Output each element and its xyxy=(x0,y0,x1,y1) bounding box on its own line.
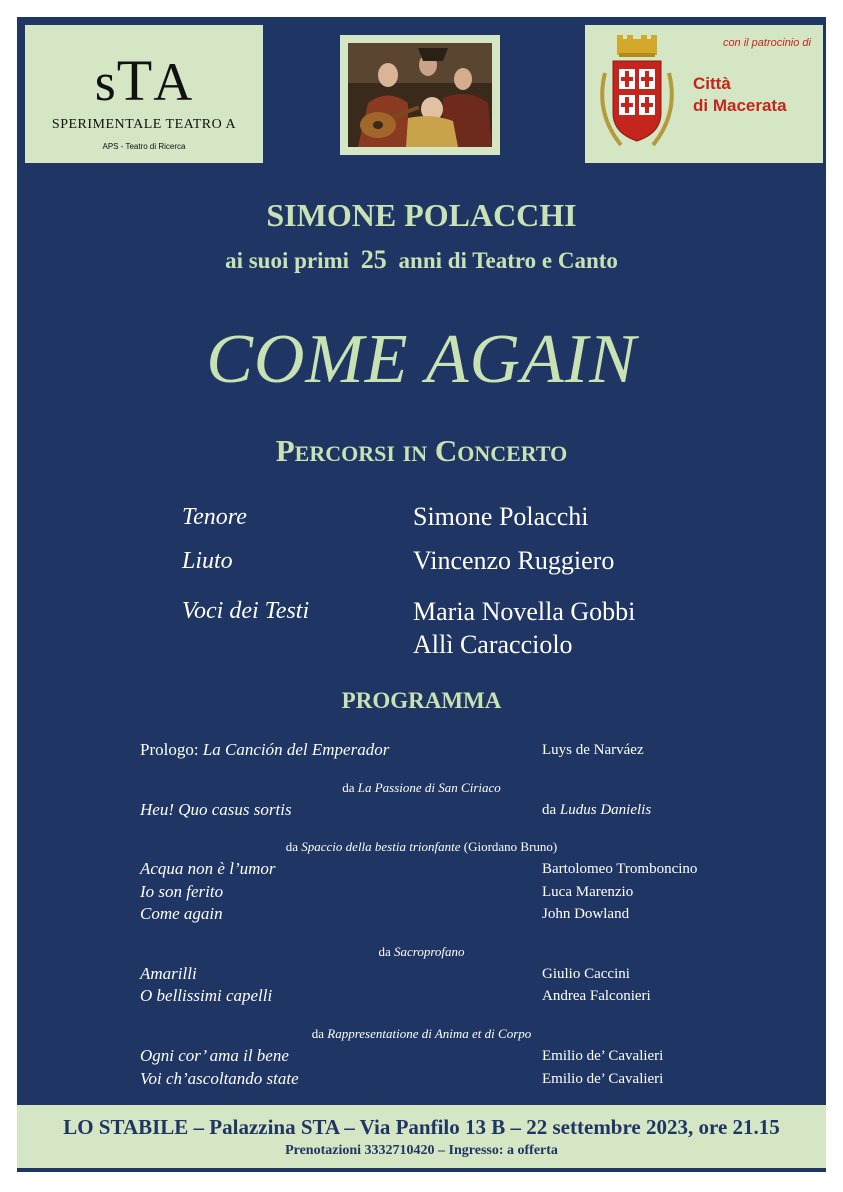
concert-subtitle: Percorsi in Concerto xyxy=(275,433,568,468)
piece-title: Heu! Quo casus sortis xyxy=(140,800,292,819)
program-composer: Luca Marenzio xyxy=(542,884,634,900)
sta-logo-s: s xyxy=(94,52,117,112)
patronage-label: con il patrocinio di xyxy=(722,37,811,49)
program-piece-title xyxy=(140,1069,299,1089)
renaissance-painting-image xyxy=(348,43,492,147)
performer-name: Simone Polacchi xyxy=(413,502,589,531)
sta-subtitle: APS - Teatro di Ricerca xyxy=(102,142,186,151)
role-tenore: Tenore xyxy=(182,504,247,530)
painting-frame xyxy=(340,35,500,155)
program-section-heading xyxy=(17,1026,826,1042)
piece-title: Amarilli xyxy=(140,964,197,983)
patronage-panel xyxy=(585,25,823,163)
sta-logo-t: T xyxy=(116,48,154,113)
program-piece-title xyxy=(140,1046,289,1066)
section-suffix: (Giordano Bruno) xyxy=(460,839,558,854)
program-piece-title xyxy=(140,986,272,1006)
sta-name: SPERIMENTALE TEATRO A xyxy=(51,117,237,132)
sta-logo-panel xyxy=(25,25,263,163)
anniversary-subtitle xyxy=(17,245,826,275)
program-section-heading xyxy=(17,944,826,960)
piece-title: Voi ch’ascoltando state xyxy=(140,1069,299,1088)
concert-title: COME AGAIN xyxy=(206,321,637,398)
composer-name: Ludus Danielis xyxy=(559,802,652,818)
program-piece-title xyxy=(140,882,223,902)
section-source: Spaccio della bestia trionfante xyxy=(301,839,461,854)
program-piece-title xyxy=(140,740,389,760)
subtitle-after: anni di Teatro e Canto xyxy=(398,248,618,273)
piece-title: Io son ferito xyxy=(140,882,224,901)
poster-background xyxy=(17,17,826,1172)
section-prefix: da xyxy=(285,839,302,854)
program-section-heading xyxy=(17,839,826,855)
piece-title: Acqua non è l’umor xyxy=(140,859,276,878)
program-piece-title xyxy=(140,964,197,984)
program-composer: Emilio de’ Cavalieri xyxy=(542,1071,664,1087)
prologue-prefix: Prologo: xyxy=(140,740,203,759)
performer-name: Maria Novella Gobbi xyxy=(413,597,636,626)
program-piece-title xyxy=(140,904,223,924)
piece-title: Come again xyxy=(140,904,223,923)
role-liuto: Liuto xyxy=(182,548,233,574)
program-composer: Luys de Narváez xyxy=(542,742,644,758)
booking-info: Prenotazioni 3332710420 – Ingresso: a offerta xyxy=(285,1143,558,1158)
section-source: Sacroprofano xyxy=(393,944,465,959)
city-name xyxy=(693,73,787,117)
sta-logo-a: A xyxy=(153,52,194,112)
city-name-line2: di Macerata xyxy=(693,96,787,115)
program-piece-title xyxy=(140,859,276,879)
section-prefix: da xyxy=(378,944,394,959)
piece-title: O bellissimi capelli xyxy=(140,986,273,1005)
program-composer: Giulio Caccini xyxy=(542,966,630,982)
piece-title: Ogni cor’ ama il bene xyxy=(140,1046,289,1065)
program-piece-title xyxy=(140,800,292,820)
subtitle-number: 25 xyxy=(360,245,387,274)
section-prefix: da xyxy=(342,780,358,795)
section-source: La Passione di San Ciriaco xyxy=(357,780,501,795)
macerata-crest-icon xyxy=(591,33,683,159)
prologue-title: La Canción del Emperador xyxy=(202,740,390,759)
performer-name: Allì Caracciolo xyxy=(413,630,573,659)
sta-logo xyxy=(25,48,263,113)
program-composer: Emilio de’ Cavalieri xyxy=(542,1048,664,1064)
program-composer xyxy=(542,802,651,819)
section-prefix: da xyxy=(311,1026,328,1041)
role-voci: Voci dei Testi xyxy=(182,598,310,624)
program-composer: Bartolomeo Tromboncino xyxy=(542,861,698,877)
program-composer: John Dowland xyxy=(542,906,630,922)
program-heading: PROGRAMMA xyxy=(341,688,502,713)
composer-prefix: da xyxy=(542,802,560,818)
performer-name: Vincenzo Ruggiero xyxy=(413,546,615,575)
section-source: Rappresentatione di Anima et di Corpo xyxy=(327,1026,532,1041)
subtitle-before: ai suoi primi xyxy=(225,248,350,273)
city-name-line1: Città xyxy=(693,74,731,93)
footer-panel xyxy=(17,1105,826,1168)
venue-info: LO STABILE – Palazzina STA – Via Panfilo 13 B – 22 settembre 2023, ore 21.15 xyxy=(63,1115,780,1139)
program-section-heading xyxy=(17,780,826,796)
artist-name: SIMONE POLACCHI xyxy=(266,197,577,233)
program-composer: Andrea Falconieri xyxy=(542,988,651,1004)
